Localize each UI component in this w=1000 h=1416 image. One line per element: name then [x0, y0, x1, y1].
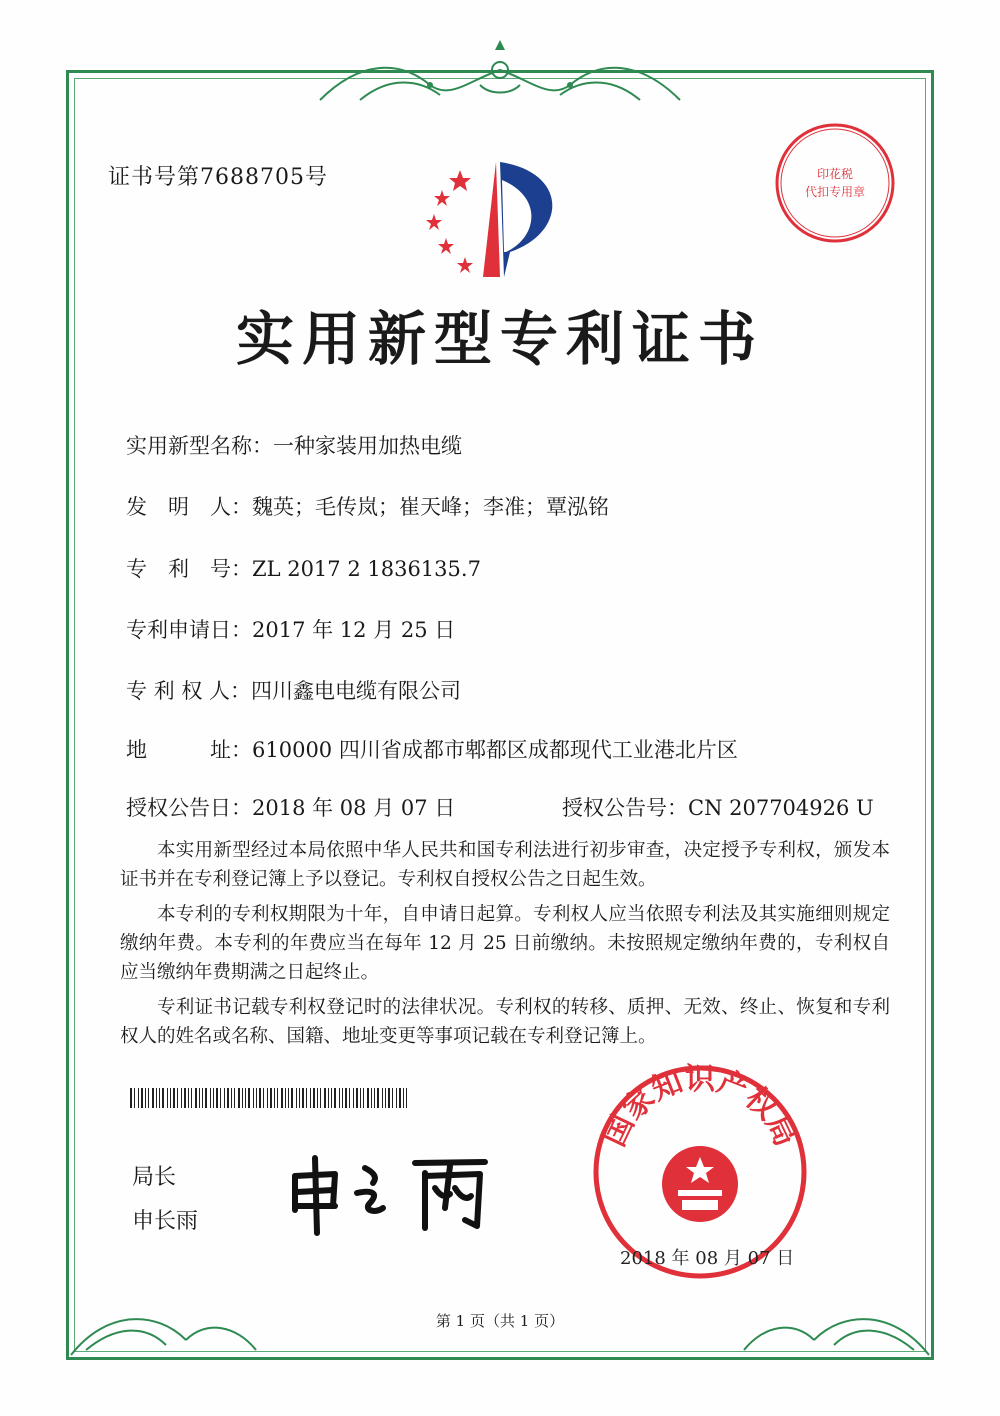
barcode-bar	[152, 1088, 154, 1108]
field-utility-model-name	[126, 430, 462, 460]
barcode-bar	[220, 1088, 221, 1108]
barcode-bar	[202, 1088, 203, 1108]
barcode-bar	[392, 1088, 393, 1108]
tax-stamp	[770, 118, 900, 248]
barcode-bar	[363, 1088, 364, 1108]
barcode-bar	[173, 1088, 175, 1108]
barcode-bar	[385, 1088, 386, 1108]
paragraph: 本实用新型经过本局依照中华人民共和国专利法进行初步审查，决定授予专利权，颁发本证书并在专利登记簿上予以登记。专利权自授权公告之日起生效。	[120, 840, 890, 890]
barcode-bar	[313, 1088, 315, 1108]
barcode-bar	[299, 1088, 300, 1108]
barcode-bar	[403, 1088, 404, 1108]
barcode-bar	[210, 1088, 211, 1108]
signature	[285, 1148, 505, 1238]
barcode-bar	[382, 1088, 383, 1108]
barcode-bar	[177, 1088, 178, 1108]
barcode-bar	[199, 1088, 200, 1108]
barcode-bar	[317, 1088, 318, 1108]
barcode-bar	[213, 1088, 214, 1108]
field-grant-date	[126, 792, 455, 822]
field-value: 2017 年 12 月 25 日	[252, 618, 456, 642]
field-label: 专 利 号：	[126, 557, 252, 581]
field-announcement-number	[562, 792, 874, 822]
field-label: 授权公告号：	[562, 796, 688, 820]
barcode-bar	[345, 1088, 347, 1108]
barcode-bar	[371, 1088, 372, 1108]
barcode-bar	[191, 1088, 192, 1108]
certificate-number: 证书号第7688705号	[108, 165, 328, 190]
barcode-bar	[167, 1088, 168, 1108]
seal-text: 国家知识产权局	[596, 1062, 804, 1152]
certificate-title: 实用新型专利证书	[235, 305, 764, 373]
cnipa-logo	[418, 152, 568, 282]
barcode-bar	[324, 1088, 326, 1108]
barcode-bar	[349, 1088, 350, 1108]
field-value: CN 207704926 U	[688, 796, 874, 820]
barcode	[130, 1088, 410, 1108]
barcode-bar	[141, 1088, 143, 1108]
barcode-bar	[195, 1088, 197, 1108]
barcode-bar	[291, 1088, 293, 1108]
signatory-role: 局长	[132, 1165, 177, 1190]
svg-text:印花税: 印花税	[816, 167, 854, 181]
barcode-bar	[130, 1088, 132, 1108]
barcode-bar	[277, 1088, 278, 1108]
barcode-bar	[281, 1088, 283, 1108]
barcode-bar	[360, 1088, 361, 1108]
barcode-bar	[310, 1088, 311, 1108]
signatory-name: 申长雨	[132, 1209, 199, 1234]
barcode-bar	[306, 1088, 307, 1108]
barcode-bar	[253, 1088, 254, 1108]
svg-text:代扣专用章: 代扣专用章	[804, 185, 866, 199]
barcode-bar	[138, 1088, 139, 1108]
field-label: 实用新型名称：	[126, 434, 273, 458]
barcode-bar	[170, 1088, 171, 1108]
barcode-bar	[234, 1088, 235, 1108]
barcode-bar	[377, 1088, 379, 1108]
barcode-bar	[156, 1088, 157, 1108]
barcode-bar	[159, 1088, 160, 1108]
field-value: 四川鑫电电缆有限公司	[251, 679, 462, 703]
barcode-bar	[205, 1088, 207, 1108]
barcode-bar	[224, 1088, 225, 1108]
barcode-bar	[263, 1088, 264, 1108]
seal-date: 2018 年 08 月 07 日	[620, 1248, 795, 1269]
barcode-bar	[238, 1088, 240, 1108]
field-value: 2018 年 08 月 07 日	[252, 796, 456, 820]
barcode-bar	[259, 1088, 261, 1108]
barcode-bar	[356, 1088, 358, 1108]
field-patentee	[126, 675, 461, 705]
barcode-bar	[242, 1088, 243, 1108]
barcode-bar	[334, 1088, 336, 1108]
barcode-bar	[216, 1088, 218, 1108]
field-patent-number	[126, 553, 481, 583]
paragraph: 本专利的专利权期限为十年，自申请日起算。专利权人应当依照专利法及其实施细则规定缴纳年费。本专利的年费应当在每年 12 月 25 日前缴纳。未按照规定缴纳年费的，专利权自应当缴纳年费期满之日起终止。	[120, 904, 890, 983]
field-value: 魏英；毛传岚；崔天峰；李准；覃泓铭	[252, 495, 609, 519]
barcode-bar	[134, 1088, 135, 1108]
field-application-date	[126, 614, 455, 644]
barcode-bar	[162, 1088, 164, 1108]
field-value: 一种家装用加热电缆	[273, 434, 462, 458]
barcode-bar	[320, 1088, 321, 1108]
top-ornament	[300, 40, 700, 120]
barcode-bar	[296, 1088, 297, 1108]
barcode-bar	[184, 1088, 186, 1108]
field-label: 授权公告日：	[126, 796, 252, 820]
field-label: 专利申请日：	[126, 618, 252, 642]
barcode-bar	[396, 1088, 397, 1108]
field-label: 发 明 人：	[126, 495, 252, 519]
barcode-bar	[331, 1088, 332, 1108]
certificate-body	[120, 836, 890, 1057]
barcode-bar	[188, 1088, 189, 1108]
field-label: 专 利 权 人：	[126, 679, 252, 703]
barcode-bar	[245, 1088, 246, 1108]
barcode-bar	[248, 1088, 250, 1108]
barcode-bar	[374, 1088, 375, 1108]
barcode-bar	[270, 1088, 272, 1108]
barcode-bar	[145, 1088, 146, 1108]
barcode-bar	[388, 1088, 390, 1108]
barcode-bar	[256, 1088, 257, 1108]
page-number: 第 1 页（共 1 页）	[435, 1312, 565, 1330]
barcode-bar	[227, 1088, 229, 1108]
barcode-bar	[302, 1088, 304, 1108]
barcode-bar	[406, 1088, 407, 1108]
barcode-bar	[328, 1088, 329, 1108]
barcode-bar	[339, 1088, 340, 1108]
field-value: ZL 2017 2 1836135.7	[252, 557, 481, 581]
barcode-bar	[148, 1088, 149, 1108]
barcode-bar	[399, 1088, 401, 1108]
barcode-bar	[267, 1088, 268, 1108]
field-address	[126, 734, 738, 764]
svg-text:国家知识产权局	[597, 1062, 803, 1152]
paragraph: 专利证书记载专利权登记时的法律状况。专利权的转移、质押、无效、终止、恢复和专利权人的姓名或名称、国籍、地址变更等事项记载在专利登记簿上。	[120, 997, 890, 1047]
field-inventors	[126, 491, 609, 521]
field-value: 610000 四川省成都市郫都区成都现代工业港北片区	[252, 738, 738, 762]
barcode-bar	[231, 1088, 232, 1108]
barcode-bar	[181, 1088, 182, 1108]
field-label: 地 址：	[126, 738, 252, 762]
barcode-bar	[367, 1088, 369, 1108]
barcode-bar	[285, 1088, 286, 1108]
barcode-bar	[274, 1088, 275, 1108]
barcode-bar	[342, 1088, 343, 1108]
barcode-bar	[288, 1088, 289, 1108]
barcode-bar	[353, 1088, 354, 1108]
